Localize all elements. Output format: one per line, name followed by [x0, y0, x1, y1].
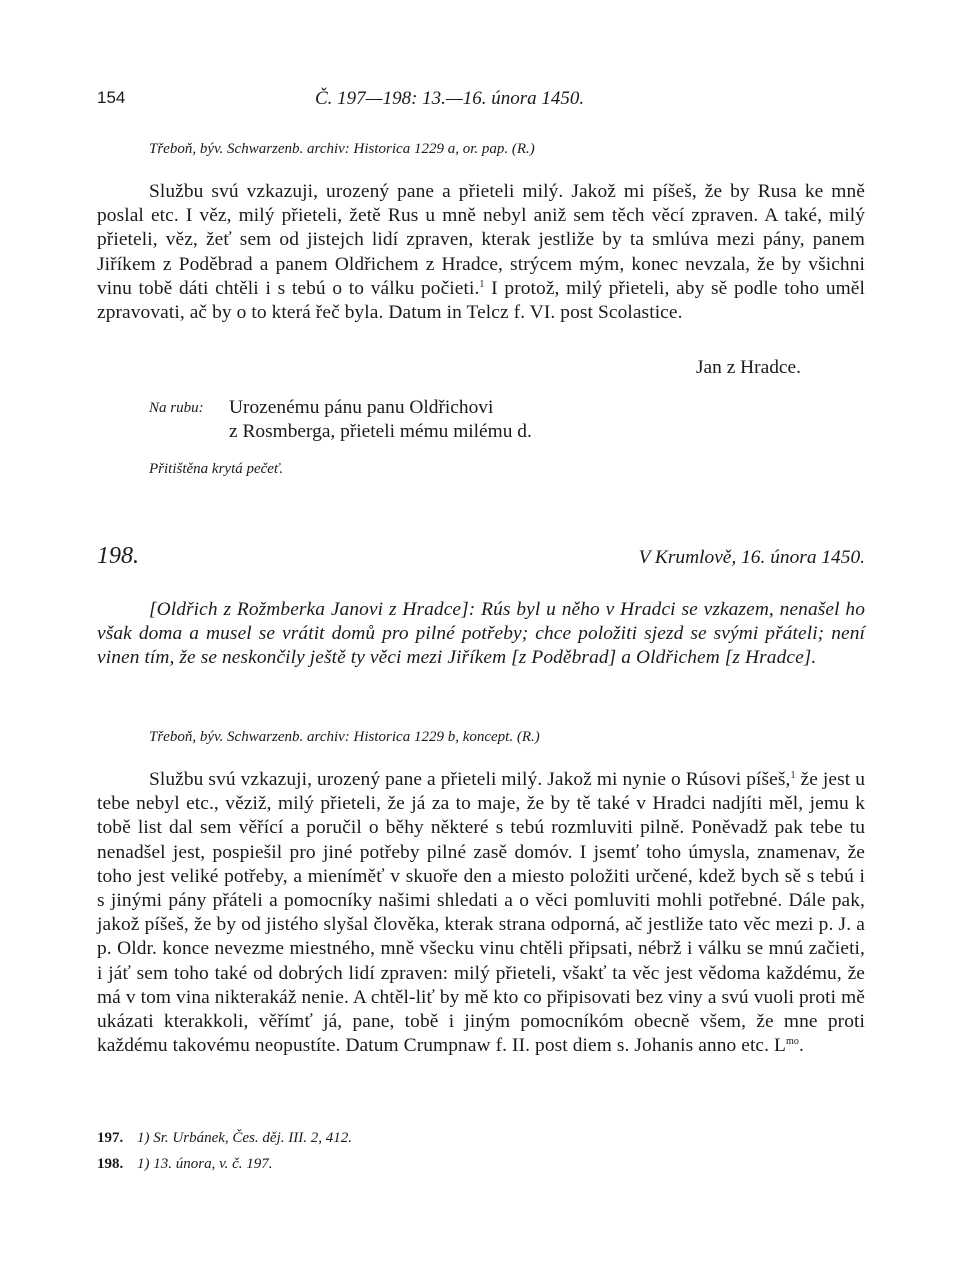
letter-text-197-part-b: I protož, milý přieteli, aby sě podle toho uměl zpravovati, ač by o to která řeč byla. Datum in Telcz f. VI. post Scolastice.: [97, 277, 865, 324]
document-number-198: 198.: [97, 543, 139, 569]
footnotes: [97, 1130, 865, 1182]
footnote-number: 197.: [97, 1130, 124, 1146]
seal-note: Přitištěna krytá pečeť.: [149, 461, 284, 477]
footnote-198: [97, 1156, 865, 1182]
footnote-number: 198.: [97, 1156, 124, 1172]
letter-text-197-part-a: Službu svú vzkazuji, urozený pane a přieteli milý. Jakož mi píšeš, že by Rusa ke mně poslal etc. I věz, milý přieteli, žetě Rus u mně nebyl aniž sem těch věcí zpraven. A také, milý přieteli, věz, žeť sem od jistejch lidí zpraven, kterak jestliže by ta smlúva mezi pány, panem Jiříkem z Poděbrad a panem Oldřichem z Hradce, strýcem mým, konec nevzala, že by všichni vinu tobě dáti chtěli i s tebú o to válku počieti.: [97, 181, 865, 299]
signature: Jan z Hradce.: [696, 357, 801, 378]
page-number: 154: [97, 88, 126, 107]
footnote-mark-198: 1: [790, 770, 796, 781]
letter-text-198-part-a: Službu svú vzkazuji, urozený pane a přieteli milý. Jakož mi nynie o Rúsovi píšeš,: [149, 769, 791, 790]
letter-text-198-part-b: že jest u tebe nebyl etc., věziž, milý přieteli, že já za to maje, že by tě také v Hradci nadjíti měl, jemu k tobě list dal sem věřící a poručil o běhy některé s tebú rozmluviti pilně. Poněvadž pak tebe tu nenadšel jest, pospiešil pro jiné potřeby pilné zasě domóv. I jsemť toho úmysla, znamenav, že toho jest veliké potřeby, a mieníměť v skuoře den a miesto položiti určené, kdež bych sě s tebú i s jinými pány přáteli a pomocníky našimi shledati a o věci pomluviti mohli potřebné. Dále pak, jakož píšeš, že by od jistého slyšal člověka, kterak strana odporná, ač jestliže tato věc mezi p. J. a p. Oldr. konce nevezme miestného, mně všecku vinu chtěli připsati, nébrž i válku se mnú začieti, i jáť sem toho také od dobrých lidí zpraven: milý přieteli, všakť ta věc jest vědoma každému, že má v tom vina nikterakáž nenie. A chtěl-liť by mě kto co připisovati bez viny a svú vuoli proti mě ukázati kterakkoli, věřímť já, pane, tobě i jiným pomocníkóm obecně všem, že mne proti každému takovému neopustíte. Datum Crumpnaw f. II. post diem s. Johanis anno etc. L: [97, 769, 865, 1057]
letter-text-198: [97, 768, 865, 1058]
page-header: [97, 88, 865, 114]
footnote-text: 1) Sr. Urbánek, Čes. děj. III. 2, 412.: [137, 1130, 352, 1146]
place-date-198: V Krumlově, 16. února 1450.: [638, 547, 865, 568]
verso-address: [229, 396, 532, 444]
regest-198: [Oldřich z Rožmberka Janovi z Hradce]: Rús byl u něho v Hradci se vzkazem, nenašel ho však doma a musel se vrátit domů pro pilné potřeby; chce položiti sjezd se svými přáteli; není vinen tím, že se neskončily ještě ty věci mezi Jiříkem [z Poděbrad] a Oldřichem [z Hradce].: [97, 599, 865, 669]
year-superscript: mo: [785, 1036, 799, 1048]
running-title: Č. 197—198: 13.—16. února 1450.: [315, 88, 585, 109]
footnote-mark-197: 1: [479, 278, 485, 290]
footnote-text: 1) 13. února, v. č. 197.: [137, 1156, 273, 1172]
source-note-198: Třeboň, býv. Schwarzenb. archiv: Historica 1229 b, koncept. (R.): [149, 729, 540, 745]
letter-text-197: [97, 180, 865, 325]
source-note-197: Třeboň, býv. Schwarzenb. archiv: Historica 1229 a, or. pap. (R.): [149, 141, 535, 157]
verso-line-2: z Rosmberga, přieteli mému milému d.: [229, 421, 532, 443]
verso-label: Na rubu:: [149, 400, 204, 416]
letter-text-198-end: .: [798, 1035, 804, 1057]
footnote-197: [97, 1130, 865, 1156]
verso-line-1: Urozenému pánu panu Oldřichovi: [229, 397, 494, 418]
